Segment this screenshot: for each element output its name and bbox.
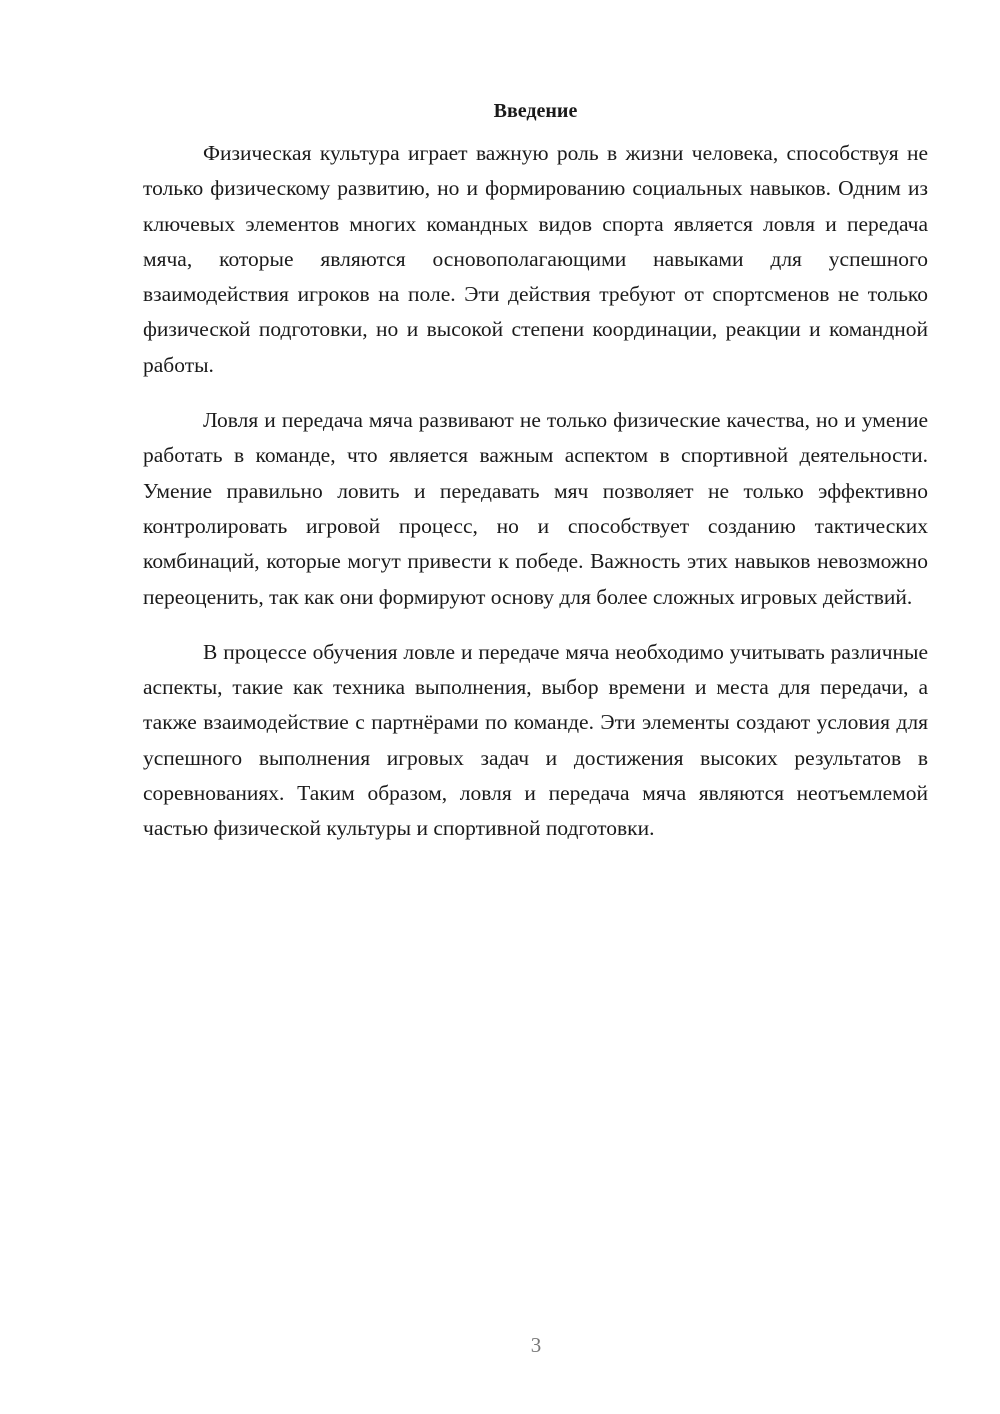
paragraph-3: В процессе обучения ловле и передаче мяча необходимо учитывать различные аспекты, такие как техника выполнения, выбор времени и места для передачи, а также взаимодействие с партнёрами по команде. Эти элементы создают условия для успешного выполнения игровых задач и достижения высоких результатов в соревнованиях. Таким образом, ловля и передача мяча являются неотъемлемой частью физической культуры и спортивной подготовки. [143, 639, 928, 841]
section-title: Введение [493, 100, 578, 122]
page-content [143, 96, 928, 847]
page-number: 3 [530, 1333, 542, 1357]
paragraph-1: Физическая культура играет важную роль в жизни человека, способствуя не только физическому развитию, но и формированию социальных навыков. Одним из ключевых элементов многих командных видов спорта является ловля и передача мяча, которые являются основополагающими навыками для успешного взаимодействия игроков на поле. Эти действия требуют от спортсменов не только физической подготовки, но и высокой степени координации, реакции и командной работы. [143, 141, 928, 377]
paragraph-2: Ловля и передача мяча развивают не только физические качества, но и умение работать в команде, что является важным аспектом в спортивной деятельности. Умение правильно ловить и передавать мяч позволяет не только эффективно контролировать игровой процесс, но и способствует созданию тактических комбинаций, которые могут привести к победе. Важность этих навыков невозможно переоценить, так как они формируют основу для более сложных игровых действий. [143, 408, 928, 609]
